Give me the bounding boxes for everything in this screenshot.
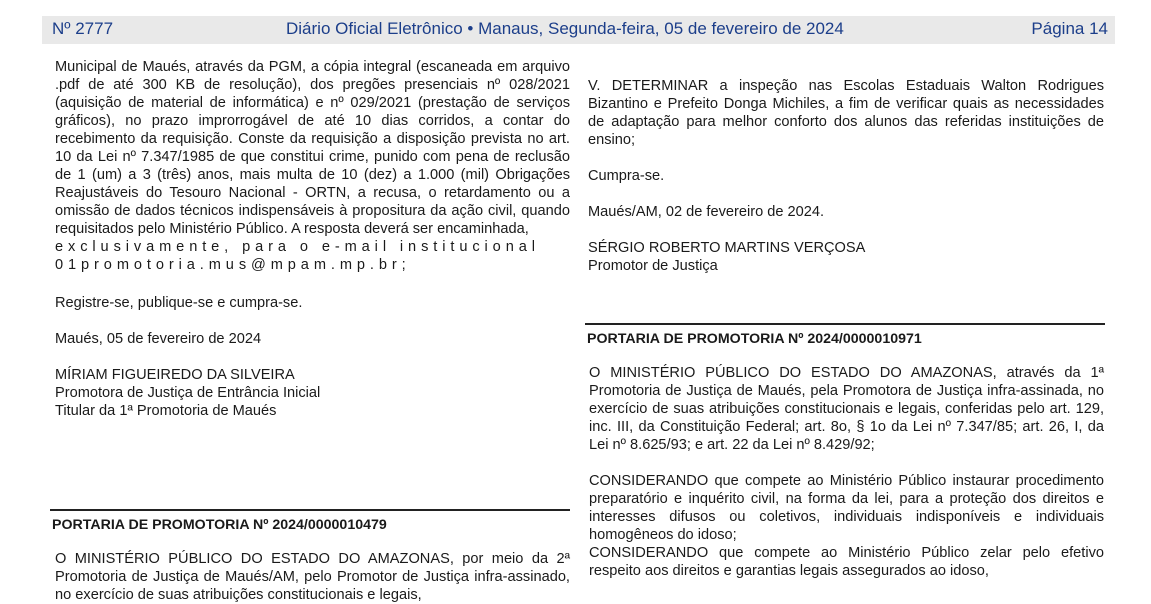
sign-date: Maués, 05 de fevereiro de 2024 [55,331,262,347]
signer-role-right: Promotor de Justiça [588,258,718,274]
portaria-intro-right: O MINISTÉRIO PÚBLICO DO ESTADO DO AMAZONAS, através da 1ª Promotoria de Justiça de Maués, pela Promotora de Justiça infra-assinada, no exercício de suas atribuições constitucionais e legais, conferidas pelo art. 129, inc. III, da Constituição Federal; art. 8o, § 1o da Lei nº 7.347/85; art. 26, I, da Lei nº 8.625/93; e art. 22 da Lei nº 8.429/92; [589,365,1104,453]
portaria-body-left [55,550,570,604]
journal-title: Diário Oficial Eletrônico • Manaus, Segunda-feira, 05 de fevereiro de 2024 [286,19,844,38]
signer-name: MÍRIAM FIGUEIREDO DA SILVEIRA [55,367,295,383]
email-line-2: 01promotoria.mus@mpam.mp.br; [55,257,411,273]
portaria-body-right [589,364,1104,580]
portaria-title-right: PORTARIA DE PROMOTORIA Nº 2024/0000010971 [585,323,1105,347]
signer-title: Titular da 1ª Promotoria de Maués [55,403,277,419]
issue-number: Nº 2777 [52,19,114,38]
signer-name-right: SÉRGIO ROBERTO MARTINS VERÇOSA [588,240,866,256]
portaria-title-left: PORTARIA DE PROMOTORIA Nº 2024/0000010479 [50,509,570,533]
considerando-2: CONSIDERANDO que compete ao Ministério Público zelar pelo efetivo respeito aos direitos e garantias legais assegurados ao idoso, [589,545,1104,579]
cumpra-text: Cumpra-se. [588,168,665,184]
determination-paragraph: V. DETERMINAR a inspeção nas Escolas Estaduais Walton Rodrigues Bizantino e Prefeito Donga Michiles, a fim de verificar quais as necessidades de adaptação para melhor conforto dos alunos das referidas instituições de ensino; [588,78,1104,148]
closing-text: Registre-se, publique-se e cumpra-se. [55,295,303,311]
signature-block [55,366,570,420]
left-column [55,58,570,420]
page-number: Página 14 [1031,19,1108,38]
signer-role: Promotora de Justiça de Entrância Inicial [55,385,321,401]
email-line-1: exclusivamente, para o e-mail institucional [55,239,540,255]
right-column [588,77,1104,275]
page-header [42,16,1115,44]
requisition-paragraph: Municipal de Maués, através da PGM, a cópia integral (escaneada em arquivo .pdf de até 300 KB de resolução), dos pregões presenciais nº 028/2021 (aquisição de material de informática) e nº 029/2021 (prestação de serviços gráficos), no prazo improrrogável de até 10 dias corridos, a contar do recebimento da requisição. Conste da requisição a disposição prevista no art. 10 da Lei nº 7.347/1985 de que constitui crime, punido com pena de reclusão de 1 (um) a 3 (três) anos, mais multa de 10 (dez) a 1.000 (mil) Obrigações Reajustáveis do Tesouro Nacional - ORTN, a recusa, o retardamento ou a omissão de dados técnicos indispensáveis à propositura da ação civil, quando requisitados pelo Ministério Público. A resposta deverá ser encaminhada, [55,59,570,237]
portaria-intro-left: O MINISTÉRIO PÚBLICO DO ESTADO DO AMAZONAS, por meio da 2ª Promotoria de Justiça de Maués/AM, pelo Promotor de Justiça infra-assinado, no exercício de suas atribuições constitucionais e legais, [55,551,570,603]
signature-block-right [588,239,1104,275]
considerando-1: CONSIDERANDO que compete ao Ministério Público instaurar procedimento preparatório e inquérito civil, na forma da lei, para a proteção dos direitos e interesses difusos ou coletivos, individuais indisponíveis e individuais homogêneos do idoso; [589,473,1104,543]
sign-date-right: Maués/AM, 02 de fevereiro de 2024. [588,204,825,220]
